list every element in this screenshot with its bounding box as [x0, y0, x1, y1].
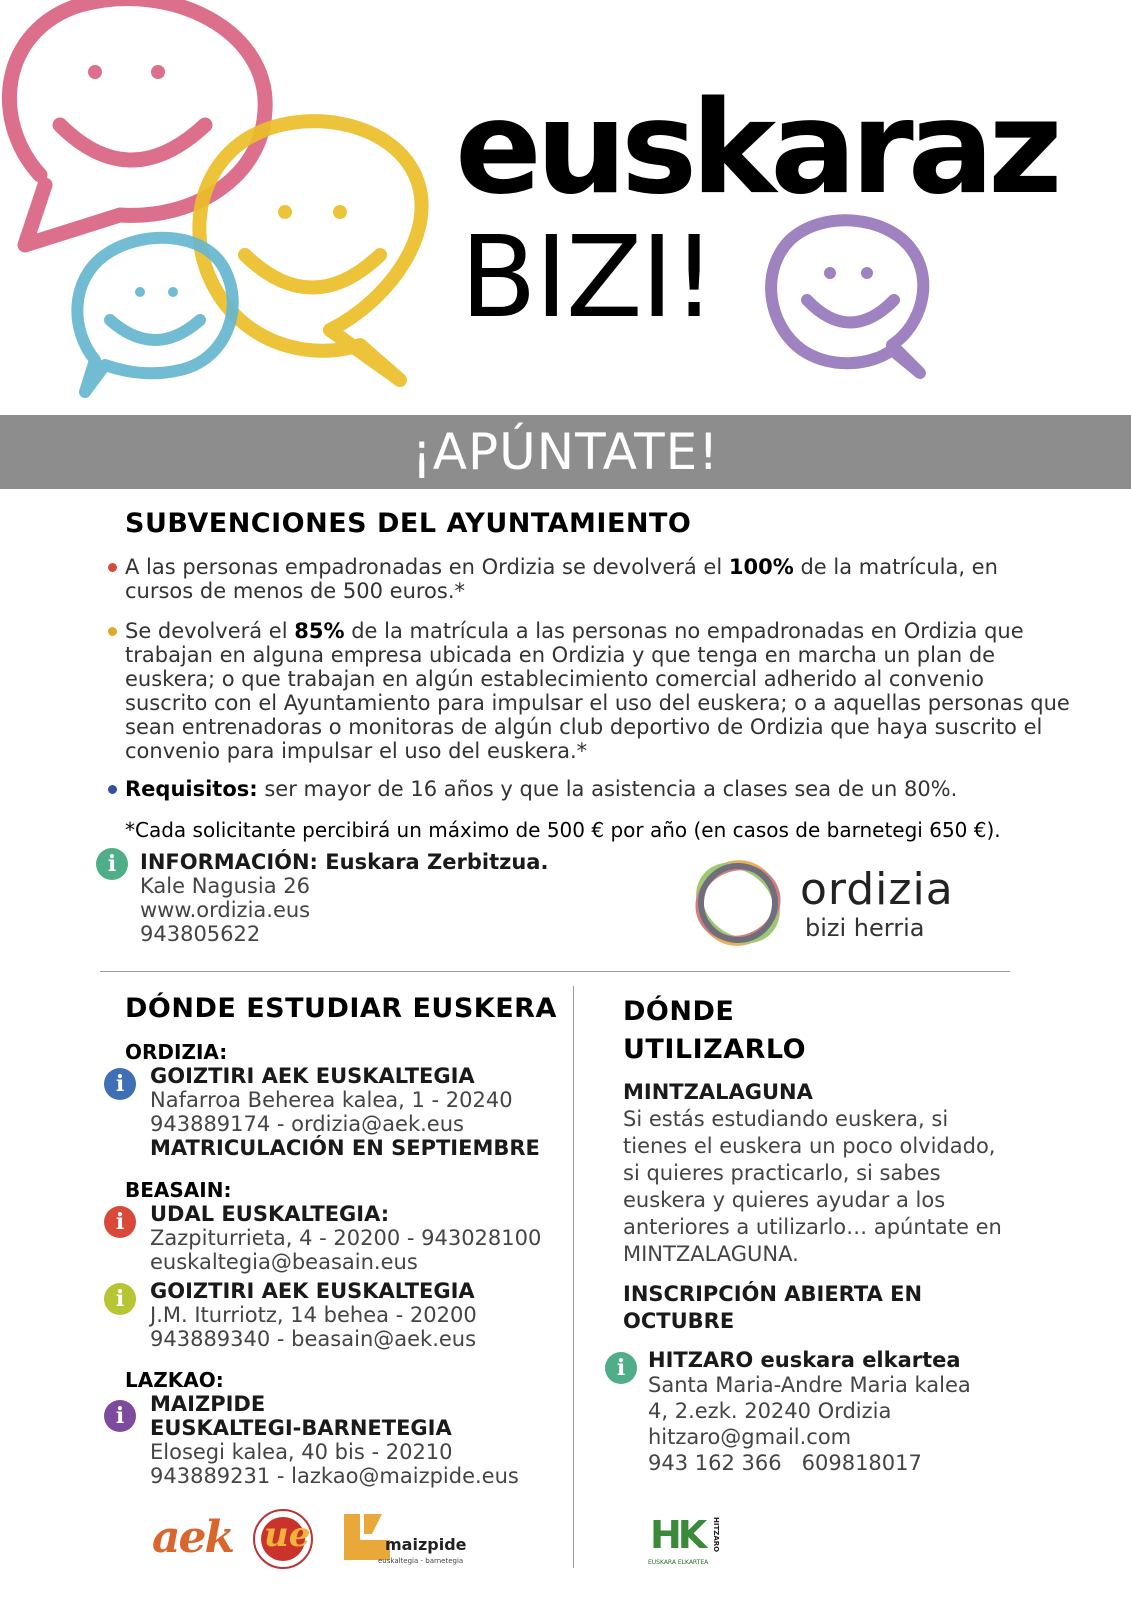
info-icon-green: i — [605, 1352, 637, 1384]
signup-banner — [0, 415, 1131, 489]
subvenciones-note: *Cada solicitante percibirá un máximo de 500 € por año (en casos de barnetegi 650 €). — [125, 818, 1001, 842]
town-ordizia: ORDIZIA: — [125, 1040, 228, 1064]
info-icon-lime: i — [104, 1283, 136, 1315]
hitzaro-logo-tagline: EUSKARA ELKARTEA — [648, 1559, 709, 1566]
lazkao-school: MAIZPIDE EUSKALTEGI-BARNETEGIA Elosegi kalea, 40 bis - 20210 943889231 - lazkao@maizpide.eus — [150, 1392, 519, 1488]
info-label: INFORMACIÓN: Euskara Zerbitzua. — [140, 850, 549, 874]
ordizia-logo-tagline: bizi herria — [805, 914, 925, 942]
bullet-red — [108, 563, 117, 572]
info-web[interactable]: www.ordizia.eus — [140, 898, 311, 922]
column-divider — [573, 986, 574, 1568]
info-icon: i — [96, 848, 128, 880]
bullet-yellow — [108, 627, 117, 636]
hitzaro-logo — [648, 1515, 730, 1571]
ue-logo: ue — [264, 1515, 311, 1555]
inscripcion-text: INSCRIPCIÓN ABIERTA EN OCTUBRE — [623, 1282, 923, 1333]
ordizia-school: GOIZTIRI AEK EUSKALTEGIA Nafarroa Beherea kalea, 1 - 20240 943889174 - ordizia@aek.eus MATRICULACIÓN EN SEPTIEMBRE — [150, 1064, 570, 1160]
info-phone: 943805622 — [140, 922, 261, 946]
smiley-bubbles-illustration — [0, 0, 460, 410]
info-icon-blue: i — [104, 1068, 136, 1100]
banner-text: ¡APÚNTATE! — [411, 423, 720, 481]
school-name: GOIZTIRI AEK EUSKALTEGIA — [150, 1064, 475, 1088]
hitzaro-logo-word: HITZARO — [712, 1517, 720, 1553]
info-icon-red: i — [104, 1206, 136, 1238]
maizpide-logo-tagline: euskaltegia - barnetegia — [378, 1557, 464, 1565]
ordizia-ring-logo — [688, 853, 788, 953]
hitzaro-logo-letters: HK — [650, 1513, 704, 1557]
ordizia-logo-name: ordizia — [800, 864, 954, 915]
beasain-school-2: GOIZTIRI AEK EUSKALTEGIA J.M. Iturriotz, 14 behea - 20200 943889340 - beasain@aek.eus — [150, 1279, 477, 1351]
donde-utilizarlo-heading: DÓNDE UTILIZARLO — [623, 996, 807, 1065]
subvenciones-heading: SUBVENCIONES DEL AYUNTAMIENTO — [125, 508, 692, 539]
mintzalaguna-body: Si estás estudiando euskera, si tienes el euskera un poco olvidado, si quieres practicarlo, si sabes euskera y quieres ayudar a los anteriores a utilizarlo… apúntate en MINTZALAGUNA. — [623, 1107, 1002, 1266]
hero-title: euskaraz — [455, 74, 1057, 223]
info-address: Kale Nagusia 26 — [140, 874, 310, 898]
beasain-school-1: UDAL EUSKALTEGIA: Zazpiturrieta, 4 - 20200 - 943028100 euskaltegia@beasain.eus — [150, 1202, 542, 1274]
subvencion-item-1: A las personas empadronadas en Ordizia se devolverá el 100% de la matrícula, en cursos de menos de 500 euros.* — [125, 555, 998, 603]
aek-logo: aek — [152, 1512, 233, 1563]
town-beasain: BEASAIN: — [125, 1178, 232, 1202]
maizpide-logo-text: maizpide — [385, 1535, 467, 1554]
purple-smiley-bubble — [762, 205, 937, 380]
hero-subtitle: BIZI! — [460, 213, 715, 343]
hitzaro-block: HITZARO euskara elkartea Santa Maria-Andre Maria kalea 4, 2.ezk. 20240 Ordizia hitzaro@gmail.com 943 162 366 609818017 — [648, 1348, 971, 1475]
info-icon-violet: i — [104, 1400, 136, 1432]
pink-smiley-bubble — [9, 0, 265, 245]
town-lazkao: LAZKAO: — [125, 1368, 224, 1392]
divider — [100, 971, 1010, 972]
donde-estudiar-heading: DÓNDE ESTUDIAR EUSKERA — [125, 993, 557, 1024]
bullet-blue — [108, 785, 117, 794]
yellow-smiley-bubble — [199, 121, 421, 380]
subvencion-item-3: Requisitos: ser mayor de 16 años y que la asistencia a clases sea de un 80%. — [125, 777, 958, 801]
info-block — [140, 850, 548, 946]
mintzalaguna-heading: MINTZALAGUNA — [623, 1080, 813, 1104]
subvencion-item-2: Se devolverá el 85% de la matrícula a las personas no empadronadas en Ordizia que trabajan en alguna empresa ubicada en Ordizia y que tenga en marcha un plan de euskera; o que trabajan en algún establecimiento comercial adherido al convenio suscrito con el Ayuntamiento para impulsar el uso del euskera; o a aquellas personas que sean entrenadoras o monitoras de algún club deportivo de Ordizia que haya suscrito el convenio para impulsar el uso del euskera.* — [125, 619, 1070, 763]
